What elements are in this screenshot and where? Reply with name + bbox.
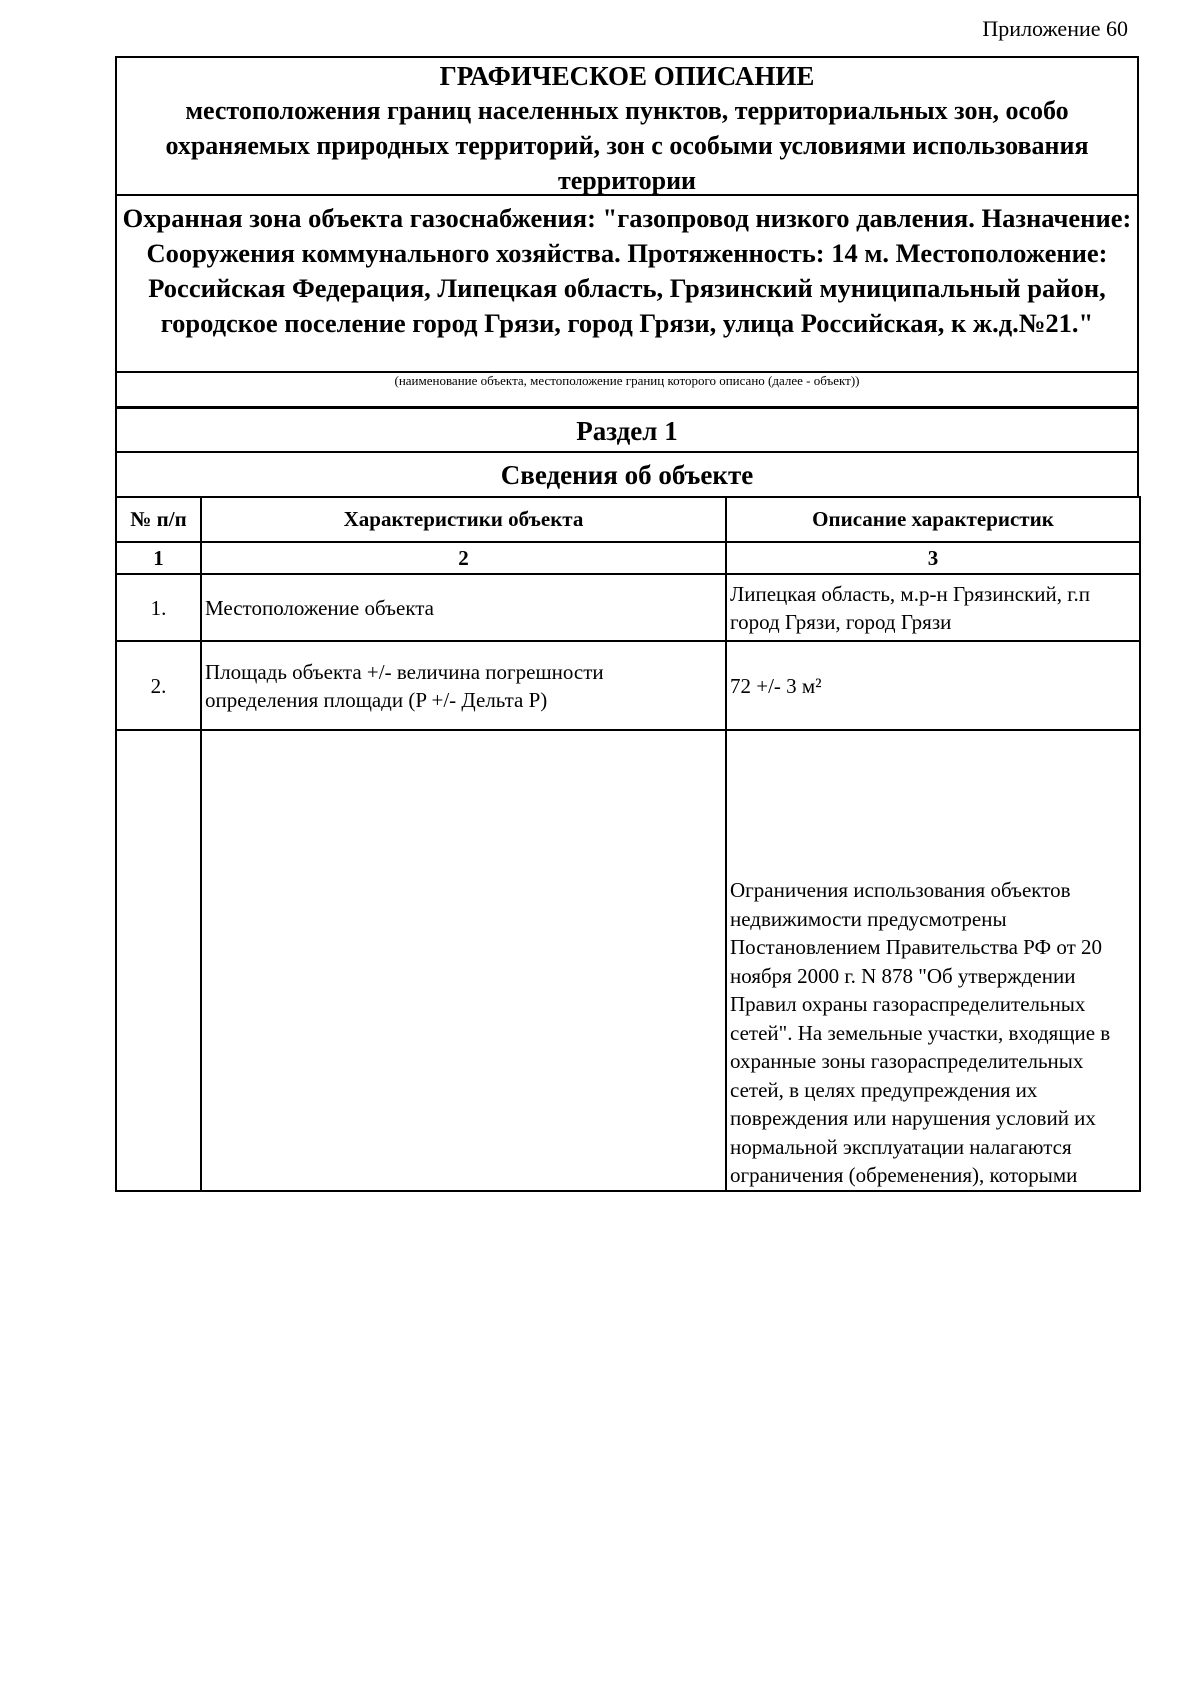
table-row (116, 574, 1140, 641)
column-numbers-row (116, 542, 1140, 574)
document-subtitle: местоположения границ населенных пунктов, территориальных зон, особо охраняемых природных территорий, зон с особыми условиями использования территории (165, 96, 1089, 195)
table-row (116, 641, 1140, 730)
row-description-cell (726, 730, 1140, 1191)
section-title: Раздел 1 (576, 416, 678, 446)
column-number: 2 (201, 542, 726, 574)
table-row (116, 730, 1140, 1191)
row-description: Ограничения использования объектов недвижимости предусмотрены Постановлением Правительства РФ от 20 ноября 2000 г. N 878 "Об утверждении Правил охраны газораспределительных сетей". На земельные участки, входящие в охранные зоны газораспределительных сетей, в целях предупреждения их повреждения или нарушения условий их нормальной эксплуатации налагаются ограничения (обременения), которыми (730, 878, 1111, 1187)
section-heading: Сведения об объекте (500, 460, 754, 490)
title-block (115, 56, 1139, 194)
section-heading-block (115, 451, 1139, 496)
object-caption: (наименование объекта, местоположение границ которого описано (далее - объект)) (394, 373, 860, 388)
column-header-description: Описание характеристик (726, 497, 1140, 542)
row-number: 1. (116, 574, 201, 641)
document-frame (115, 56, 1139, 1192)
object-info-table (115, 496, 1141, 1192)
row-number: 2. (116, 641, 201, 730)
row-description: Липецкая область, м.р-н Грязинский, г.п город Грязи, город Грязи (726, 574, 1140, 641)
object-caption-block (115, 371, 1139, 406)
row-number (116, 730, 201, 1191)
object-name: Охранная зона объекта газоснабжения: "газопровод низкого давления. Назначение: Сооружения коммунального хозяйства. Протяженность: 14 м. Местоположение: Российская Федерация, Липецкая область, Грязинский муниципальный район, городское поселение город Грязи, город Грязи, улица Российская, к ж.д.№21." (122, 203, 1132, 338)
column-number: 3 (726, 542, 1140, 574)
table-header-row (116, 497, 1140, 542)
object-name-block (115, 194, 1139, 371)
row-characteristic (201, 730, 726, 1191)
appendix-label: Приложение 60 (982, 16, 1128, 41)
row-characteristic: Местоположение объекта (201, 574, 726, 641)
column-header-number: № п/п (116, 497, 201, 542)
column-header-characteristic: Характеристики объекта (201, 497, 726, 542)
document-title: ГРАФИЧЕСКОЕ ОПИСАНИЕ (439, 61, 815, 91)
column-number: 1 (116, 542, 201, 574)
row-description: 72 +/- 3 м² (726, 641, 1140, 730)
row-characteristic: Площадь объекта +/- величина погрешности определения площади (P +/- Дельта P) (201, 641, 726, 730)
section-title-block (115, 406, 1139, 451)
